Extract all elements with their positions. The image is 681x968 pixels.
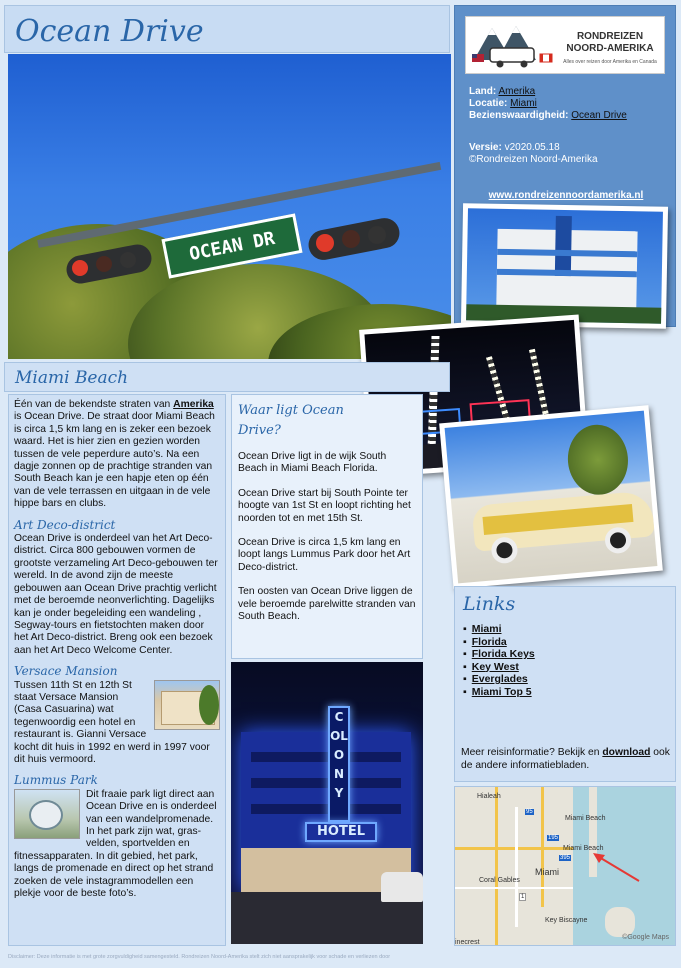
link-key-west[interactable]: Key West [471, 660, 519, 673]
photo-colony-hotel-day [461, 203, 668, 329]
street-sign-text: OCEAN DR [187, 227, 277, 265]
list-item [463, 673, 535, 686]
list-item [463, 648, 535, 661]
map-label-miami-beach: Miami Beach [563, 845, 604, 852]
locatie-link[interactable]: Miami [510, 98, 537, 109]
locatie-label: Locatie: [469, 98, 508, 109]
location-info [469, 86, 627, 122]
links-list [463, 623, 535, 698]
list-item [463, 661, 535, 674]
hero-photo-ocean-drive-sign [8, 54, 451, 359]
intro-text-end: is Ocean Drive. De straat door Miami Beach is circa 1,5 km lang en is zeker een bezoek waard. Het is hier zien en gezien worden tussen de vele peperdure auto’s. Na een dagje zonnen op de prachtige stranden van South Beach kan je een hapje eten op één van de vele terrassen en uitgaan in de vele hippe bars en clubs. [14, 411, 215, 510]
versie-value: v2020.05.18 [504, 142, 560, 153]
waar-heading: Waar ligt Ocean Drive? [238, 403, 344, 438]
lummus-text: Dit fraaie park ligt direct aan Ocean Drive en is onderdeel van een wandelpromenade. In het park zijn wat, gras-velden, sportvelden en fitnessapparaten. In dit gebied, het park, langs de promenade en direct op het strand zoeken de vele instagrammodellen een plekje voor de beste foto’s. [14, 788, 217, 900]
link-miami[interactable]: Miami [471, 623, 502, 635]
link-everglades[interactable]: Everglades [471, 673, 528, 685]
intro-text-start: Één van de bekendste straten van [14, 399, 174, 410]
map-label-pinecrest: inecrest [455, 939, 480, 946]
version-info [469, 142, 598, 166]
waar-paragraph-3: Ocean Drive is circa 1,5 km lang en loopt langs Lummus Park door het Art Deco-district. [238, 537, 411, 573]
link-miami-top-5[interactable]: Miami Top 5 [471, 685, 532, 698]
route-shield-195: 195 [548, 835, 559, 841]
intro-paragraph [14, 399, 220, 511]
artdeco-heading: Art Deco-district [14, 517, 116, 532]
list-item [463, 636, 535, 649]
bezienswaardigheid-link[interactable]: Ocean Drive [571, 110, 627, 121]
map-label-hialeah: Hialeah [477, 793, 501, 800]
lummus-park-thumbnail [14, 789, 80, 839]
route-shield-95: 95 [526, 809, 533, 815]
map-label-key-biscayne: Key Biscayne [545, 917, 588, 924]
website-link[interactable]: www.rondreizennoordamerika.nl [488, 190, 644, 201]
logo-tagline: Alles over reizen door Amerika en Canada [563, 59, 657, 65]
map-label-miami: Miami [535, 867, 559, 877]
land-link[interactable]: Amerika [498, 86, 536, 97]
more-info-start: Meer reisinformatie? Bekijk en [461, 747, 603, 758]
map-pointer-arrow-icon [585, 847, 645, 887]
miami-beach-heading: Miami Beach [15, 368, 129, 388]
photo-colony-hotel-night [231, 662, 423, 944]
title-bar [4, 5, 450, 53]
link-florida[interactable]: Florida [471, 635, 507, 648]
location-map[interactable] [454, 786, 676, 946]
waar-ligt-box [231, 394, 423, 659]
list-item [463, 623, 535, 636]
map-label-coral-gables: Coral Gables [479, 877, 520, 884]
rv-mountains-icon [470, 18, 554, 74]
waar-paragraph-1: Ocean Drive ligt in de wijk South Beach in Miami Beach Florida. [238, 451, 387, 475]
waar-paragraph-4: Ten oosten van Ocean Drive liggen de vele beroemde parelwitte stranden van South Beach. [238, 586, 416, 623]
copyright-text: ©Rondreizen Noord-Amerika [469, 154, 598, 165]
bezienswaardigheid-label: Bezienswaardigheid: [469, 110, 569, 121]
versace-mansion-thumbnail [154, 680, 220, 730]
route-shield-395: 395 [560, 855, 571, 861]
article-left-column [8, 394, 226, 946]
versace-text: Tussen 11th St en 12th St staat Versace Mansion (Casa Casuarina) wat tegenwoordig een hotel en restaurant is. Gianni Versace kocht dit huis in 1992 en werd in 1997 voor dit huis vermoord. [14, 679, 210, 765]
links-heading: Links [463, 593, 516, 615]
link-florida-keys[interactable]: Florida Keys [471, 648, 535, 660]
amerika-link[interactable]: Amerika [173, 399, 214, 410]
hotel-sign [305, 822, 377, 842]
lummus-heading: Lummus Park [14, 773, 98, 788]
section-header-miami-beach [4, 362, 450, 392]
colony-vertical-sign [328, 706, 350, 822]
artdeco-text: Ocean Drive is onderdeel van het Art Deco-district. Circa 800 gebouwen vormen de grootste verzameling Art Deco-gebouwen ter wereld. In de avond zijn de meeste gebouwen aan Ocean Drive prachtig verlicht met de beroemde neonverlichting. Dagelijks kan je onder begeleiding een wandeling , Segway-tours en fietstochten maken door het Art Deco-district. Breng ook een bezoek aan het Art Deco Welcome Center. [14, 533, 218, 656]
map-credit: ©Google Maps [622, 934, 669, 941]
more-info-end: ook de andere informatiebladen. [461, 747, 670, 771]
hotel-sign-text: HOTEL [317, 824, 365, 839]
brand-logo[interactable] [465, 16, 665, 74]
logo-line1: RONDREIZEN [576, 31, 644, 42]
photo-classic-car [439, 405, 663, 589]
versace-heading: Versace Mansion [14, 664, 118, 679]
more-info-text [461, 747, 671, 772]
land-label: Land: [469, 86, 497, 97]
links-box [454, 586, 676, 782]
versie-label: Versie: [469, 142, 502, 153]
route-shield-1: 1 [521, 894, 525, 900]
page-title: Ocean Drive [15, 14, 204, 49]
map-label-miami-beach-north: Miami Beach [565, 815, 606, 822]
download-link[interactable]: download [602, 747, 651, 758]
logo-wordmark [558, 31, 662, 55]
list-item [463, 686, 535, 699]
colony-sign-text: COLONY [330, 710, 348, 800]
footer-disclaimer: Disclaimer: Deze informatie is met grote zorgvuldigheid samengesteld. Rondreizen Noord-Amerika stelt zich niet aansprakelijk voor schade en verliezen door [8, 954, 391, 960]
waar-paragraph-2: Ocean Drive start bij South Pointe ter hoogte van 1st St en loopt richting het noorden tot en met 15th St. [238, 487, 411, 524]
logo-line2: NOORD-AMERIKA [566, 43, 654, 54]
